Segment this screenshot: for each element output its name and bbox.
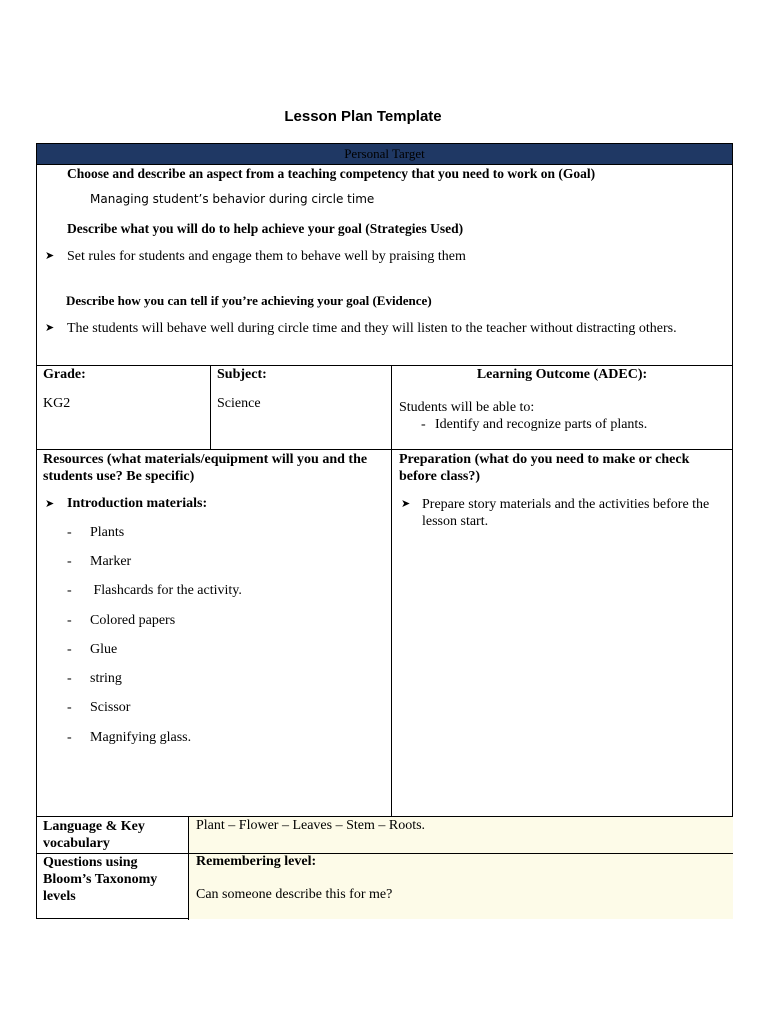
- questions-level: Remembering level:: [196, 854, 317, 869]
- page-title: Lesson Plan Template: [284, 108, 442, 125]
- questions-text: Can someone describe this for me?: [196, 887, 393, 902]
- resources-label: Resources (what materials/equipment will you and the students use? Be specific): [43, 452, 368, 484]
- preparation-label: Preparation (what do you need to make or check before class?): [399, 452, 690, 484]
- row-divider: [37, 365, 732, 366]
- personal-target-label: Personal Target: [344, 146, 425, 161]
- column-divider: [391, 365, 392, 816]
- arrowhead-bullet-icon: ➤: [45, 322, 55, 334]
- preparation-item: Prepare story materials and the activities before the lesson start.: [422, 497, 710, 529]
- goal-answer: Managing student’s behavior during circle time: [90, 192, 375, 206]
- column-divider: [210, 365, 211, 449]
- learning-outcome-item-text: Identify and recognize parts of plants.: [435, 417, 648, 432]
- subject-value: Science: [217, 396, 261, 411]
- learning-outcome-item: [421, 417, 426, 433]
- questions-label: Questions using Bloom’s Taxonomy levels: [43, 855, 158, 904]
- grade-label: Grade:: [43, 367, 86, 382]
- subject-label: Subject:: [217, 367, 267, 382]
- learning-outcome-label: Learning Outcome (ADEC):: [476, 367, 648, 382]
- evidence-prompt: Describe how you can tell if you’re achieving your goal (Evidence): [66, 293, 432, 308]
- grade-value: KG2: [43, 396, 71, 411]
- learning-outcome-intro: Students will be able to:: [399, 400, 535, 415]
- row-divider: [37, 449, 732, 450]
- personal-target-header: [37, 144, 732, 165]
- evidence-answer: The students will behave well during circle time and they will listen to the teacher without distracting others.: [67, 321, 677, 336]
- vocabulary-value: Plant – Flower – Leaves – Stem – Roots.: [196, 818, 426, 833]
- resources-group-label: Introduction materials:: [67, 496, 208, 511]
- arrowhead-bullet-icon: ➤: [45, 250, 55, 262]
- lesson-plan-table: Personal Target Choose and describe an aspect from a teaching competency that you need to work on (Goal) Managing student’s behavior during circle time Describe what you will do to help achieve your goal (Strategies Used) ➤ Set rules for students and engage them to behave well by praising them Describe how you can tell if you’re achieving your goal (Evidence) ➤ The students will behave well during circle time and they will listen to the teacher without distracting others. Grade: KG2 Subject: Science Learning Outcome (ADEC): Students will be able to: - Identify and recognize parts of plants. Resources (what materials/equipment will you and the students use? Be specific) ➤ Introduction materials: - Plants - Marker - Flashcards for the activity. - Colored papers - Glue - string - Scissor - Magnifying glass. Preparation (what do you need to make or check before class?) ➤ Prepare story materials and the activities before the lesson start. Language & Key vocabulary Plant – Flower – Leaves – Stem – Roots. Questions using Bloom’s Taxonomy levels Remembering level: Can someone describe this for me?: [36, 143, 733, 919]
- strategies-answer: Set rules for students and engage them to behave well by praising them: [67, 249, 466, 264]
- arrowhead-bullet-icon: ➤: [401, 498, 411, 510]
- goal-prompt: Choose and describe an aspect from a teaching competency that you need to work on (Goal): [67, 166, 596, 181]
- arrowhead-bullet-icon: ➤: [45, 498, 55, 510]
- strategies-prompt: Describe what you will do to help achieve your goal (Strategies Used): [67, 221, 464, 236]
- dash-bullet: -: [421, 417, 426, 432]
- vocabulary-label: Language & Key vocabulary: [43, 819, 145, 851]
